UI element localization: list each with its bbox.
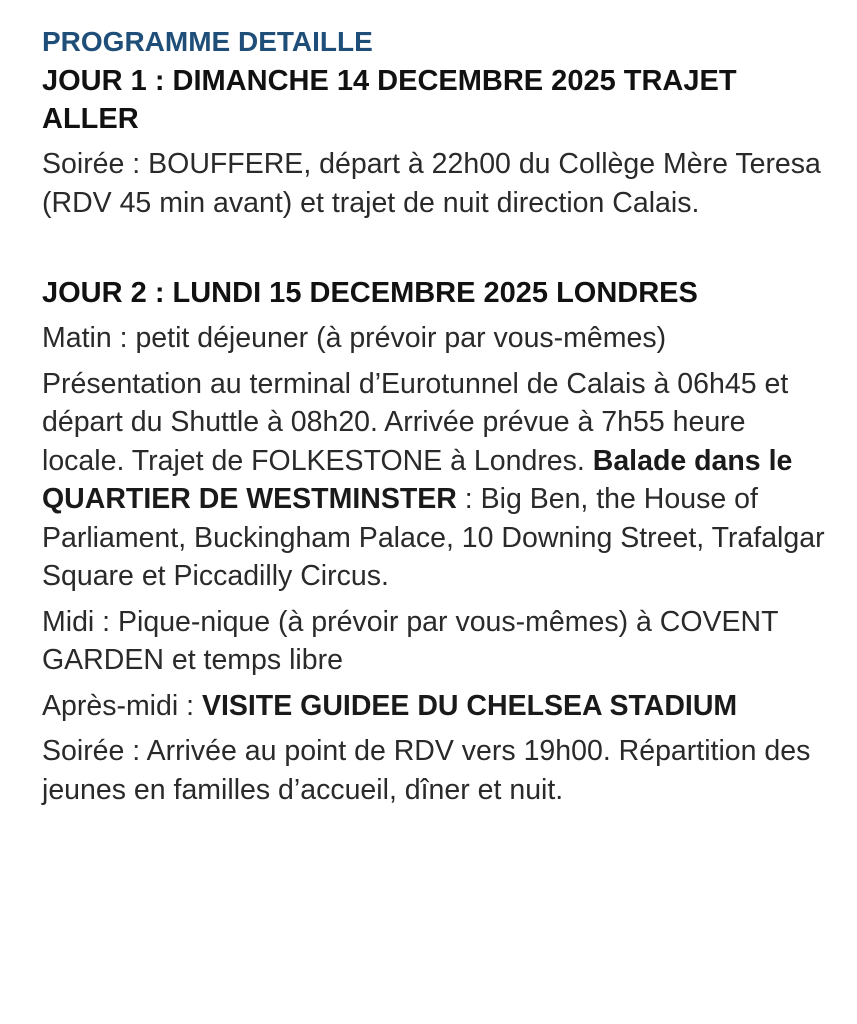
day1-soiree: Soirée : BOUFFERE, départ à 22h00 du Collège Mère Teresa (RDV 45 min avant) et trajet de nuit direction Calais. — [42, 148, 821, 219]
presentation-text-1: Présentation au terminal d’Eurotunnel de Calais à 06h45 et départ du Shuttle à 08h20. Arrivée prévue à 7h55 heure locale. Trajet de FOLKESTONE à Londres. — [42, 367, 789, 477]
apres-midi-label: Après-midi : — [42, 689, 202, 722]
section-title: PROGRAMME DETAILLE — [42, 26, 373, 57]
day2-midi: Midi : Pique-nique (à prévoir par vous-mêmes) à COVENT GARDEN et temps libre — [42, 605, 778, 676]
presentation-text-2: : Big Ben, the House of Parliament, Buckingham Palace, 10 Downing Street, Trafalgar Square et Piccadilly Circus. — [42, 483, 825, 592]
day2-soiree: Soirée : Arrivée au point de RDV vers 19h00. Répartition des jeunes en familles d’accueil, dîner et nuit. — [42, 735, 811, 806]
day2-presentation — [42, 365, 832, 596]
presentation-bold: Balade dans le QUARTIER DE WESTMINSTER — [42, 444, 793, 515]
day2-heading: JOUR 2 : LUNDI 15 DECEMBRE 2025 LONDRES — [42, 277, 698, 309]
day1-heading: JOUR 1 : DIMANCHE 14 DECEMBRE 2025 TRAJET ALLER — [42, 65, 737, 135]
day2-apres-midi — [42, 687, 832, 726]
programme-document — [42, 22, 832, 809]
apres-midi-bold: VISITE GUIDEE DU CHELSEA STADIUM — [201, 689, 738, 722]
day2-matin: Matin : petit déjeuner (à prévoir par vous-mêmes) — [42, 322, 667, 354]
